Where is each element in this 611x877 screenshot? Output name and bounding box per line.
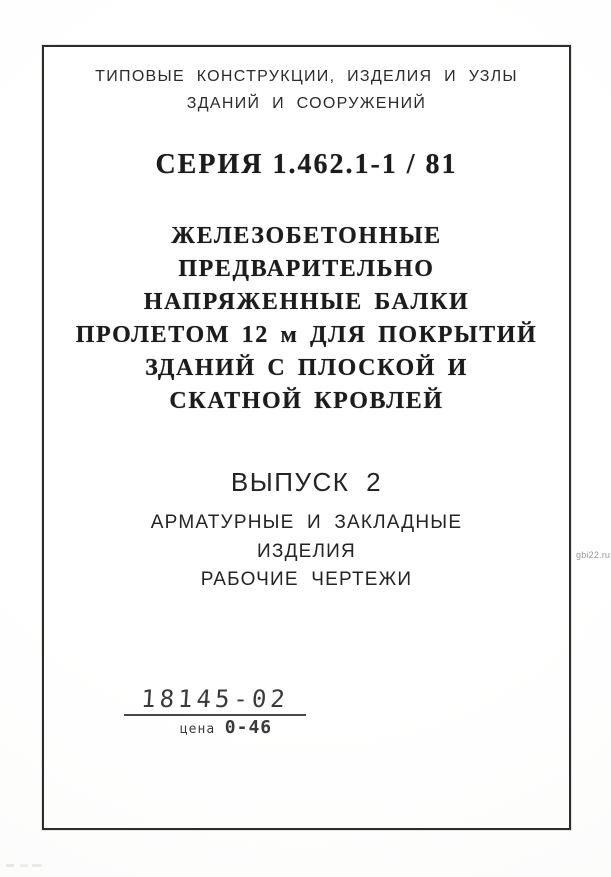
main-title-line: ПРЕДВАРИТЕЛЬНО	[178, 256, 435, 282]
scan-smudge	[6, 864, 42, 867]
header-line-2: ЗДАНИЙ И СООРУЖЕНИЙ	[186, 95, 427, 112]
price-value: 0-46	[224, 717, 273, 738]
main-title-line: ЗДАНИЙ С ПЛОСКОЙ И	[145, 355, 468, 381]
document-subtitle	[44, 509, 569, 595]
subtitle-line: РАБОЧИЕ ЧЕРТЕЖИ	[200, 569, 413, 590]
issue-number: ВЫПУСК 2	[230, 467, 383, 497]
header-line-1: ТИПОВЫЕ КОНСТРУКЦИИ, ИЗДЕЛИЯ И УЗЛЫ	[95, 68, 518, 85]
subtitle-line: ИЗДЕЛИЯ	[257, 540, 356, 562]
document-header	[44, 63, 569, 117]
main-title-line: ПРОЛЕТОМ 12 м ДЛЯ ПОКРЫТИЙ	[75, 322, 538, 348]
main-title-line: СКАТНОЙ КРОВЛЕЙ	[169, 388, 444, 414]
stamp-price	[146, 717, 306, 738]
main-title-line: ЖЕЛЕЗОБЕТОННЫЕ	[171, 223, 442, 249]
price-label: цена	[179, 722, 216, 737]
site-watermark: gbi22.ru	[576, 550, 611, 560]
stamp-code: 18145-02	[140, 685, 290, 713]
main-title	[44, 220, 569, 418]
series-number: СЕРИЯ 1.462.1-1 / 81	[155, 149, 458, 180]
inventory-stamp	[124, 685, 306, 738]
page-frame	[42, 45, 571, 830]
subtitle-line: АРМАТУРНЫЕ И ЗАКЛАДНЫЕ	[150, 512, 463, 533]
stamp-underline	[124, 714, 306, 716]
main-title-line: НАПРЯЖЕННЫЕ БАЛКИ	[143, 289, 470, 315]
